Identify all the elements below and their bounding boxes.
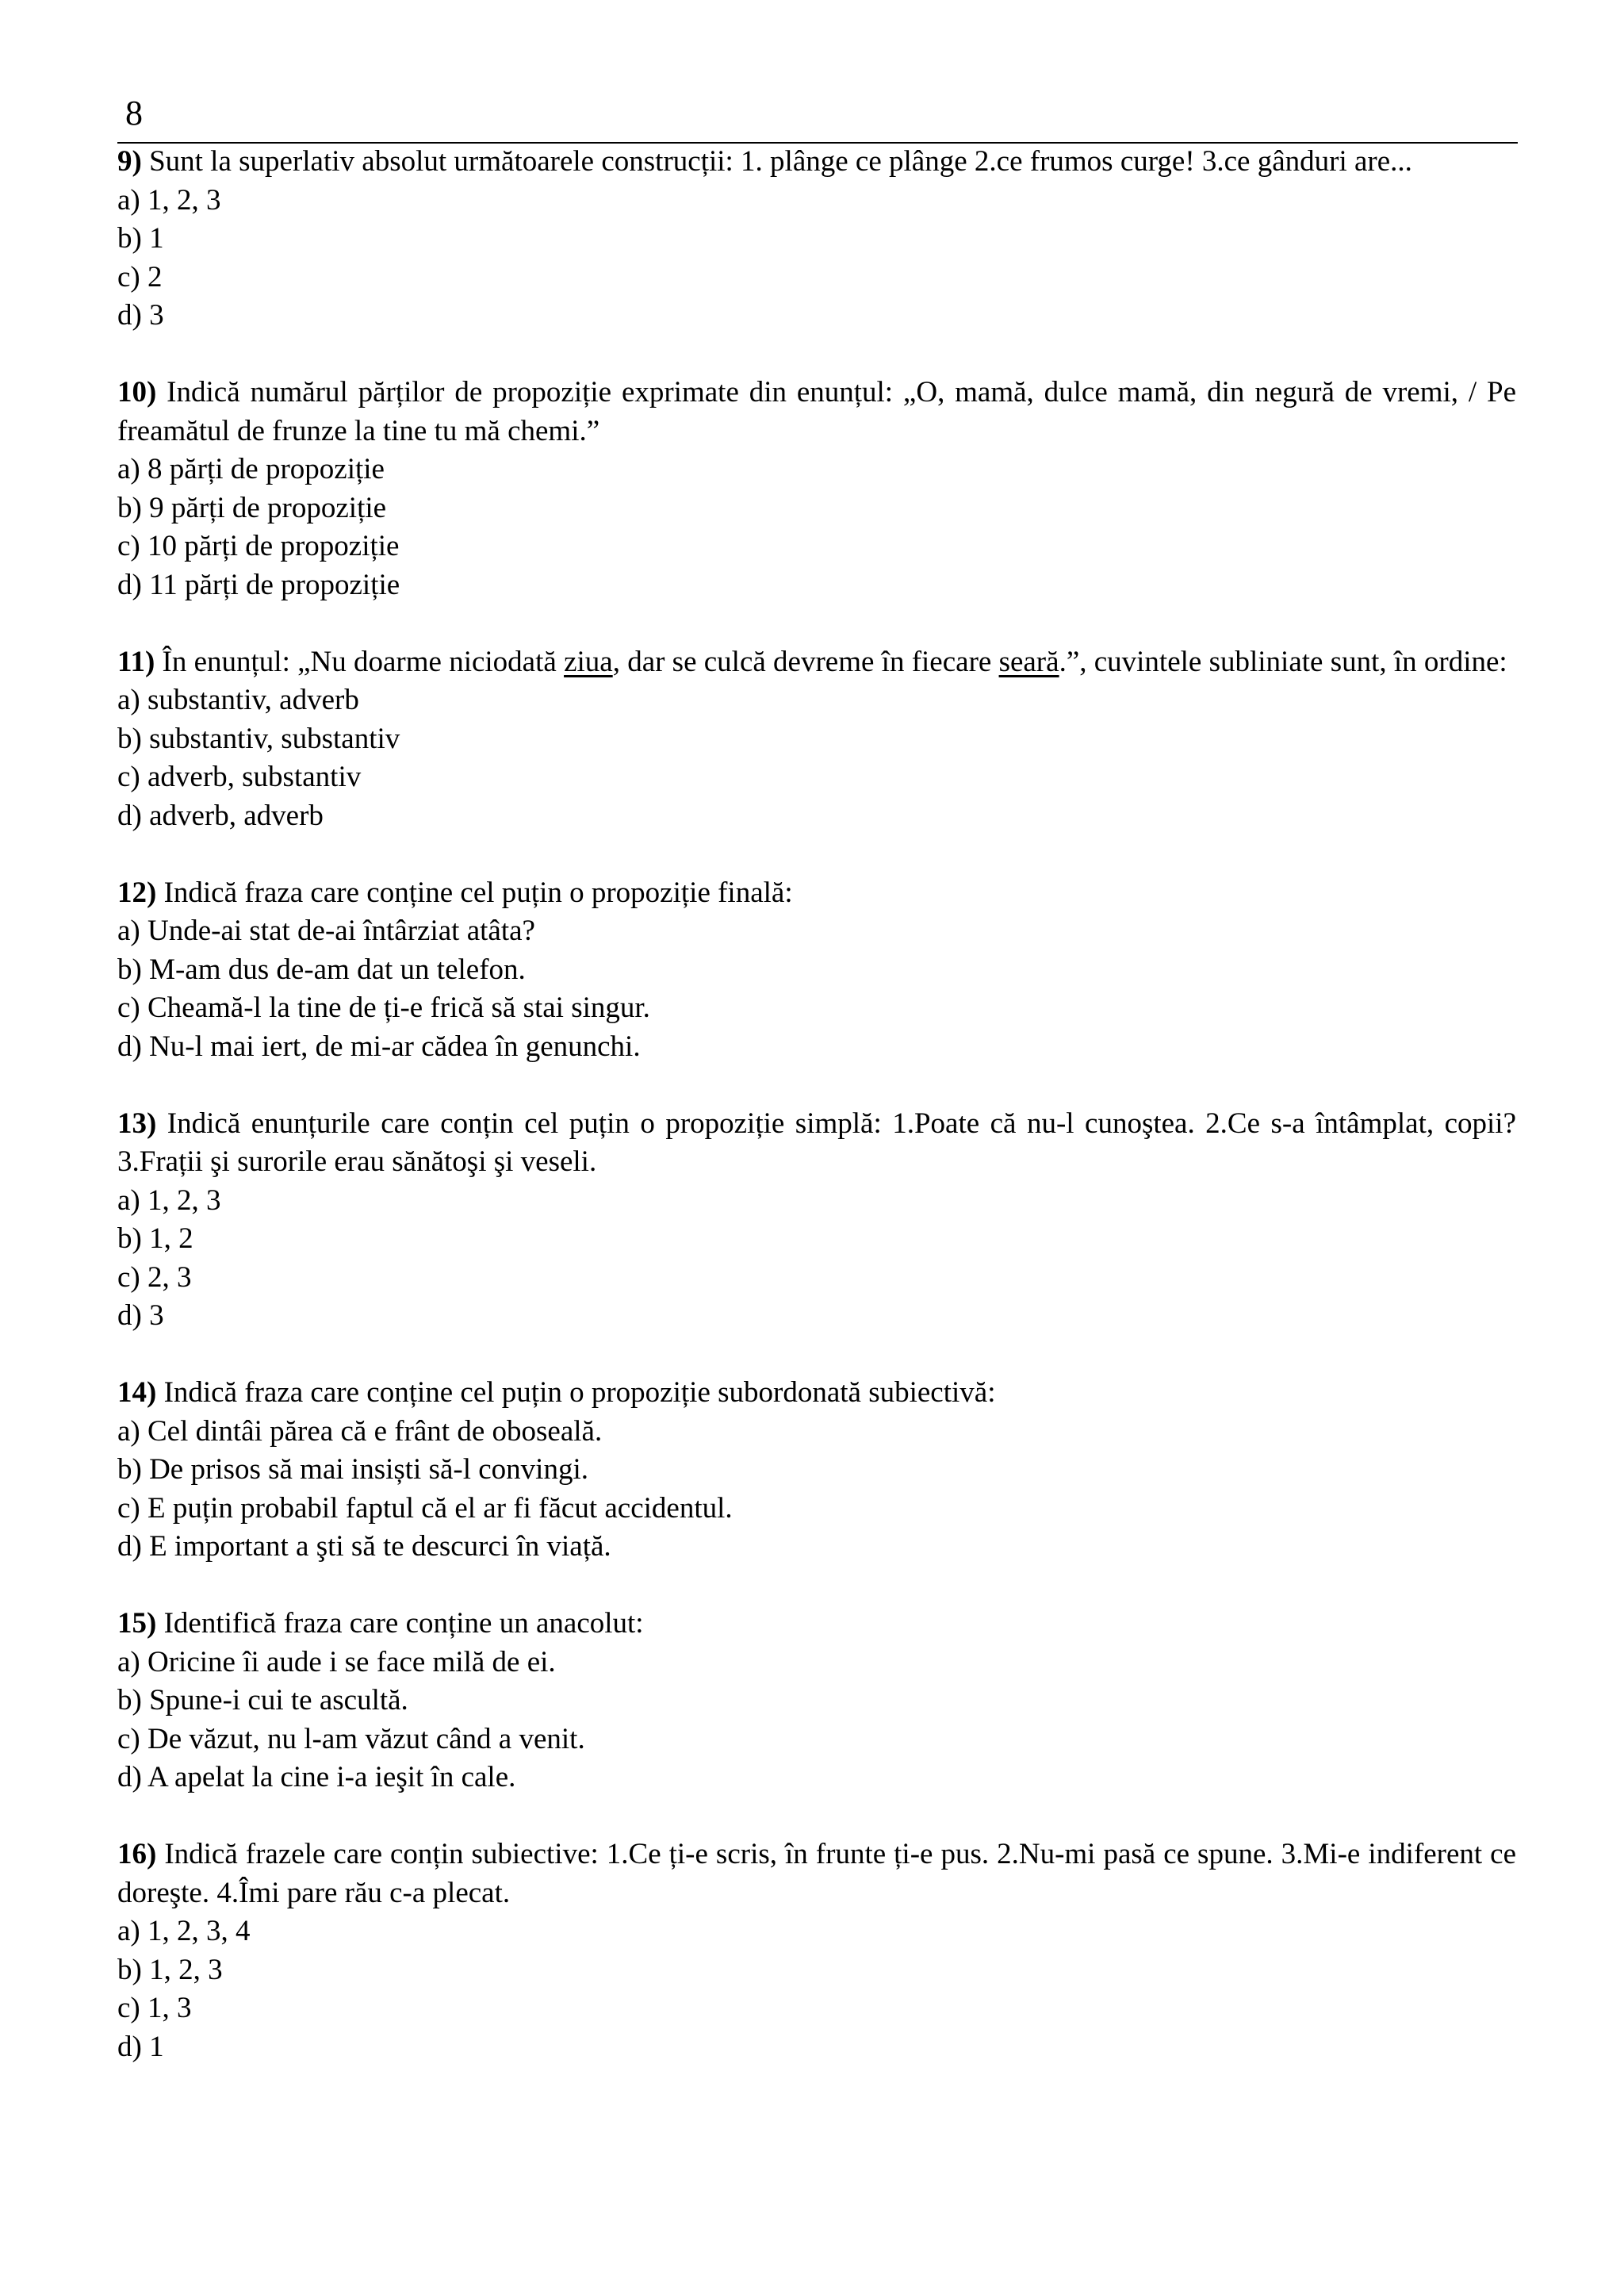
question-text: Indică enunțurile care conțin cel puțin o propoziție simplă: 1.Poate că nu-l cunoştea. 2.Ce s-a întâmplat, copii? 3.Frații şi surorile erau sănătoşi şi veseli.	[117, 1107, 1516, 1178]
question-stem	[117, 1605, 1516, 1644]
question-9	[117, 143, 1516, 336]
answer-option: d) 3	[117, 299, 164, 332]
page-number: 8	[125, 94, 143, 132]
question-text: Indică numărul părților de propoziție exprimate din enunțul: „O, mamă, dulce mamă, din negură de vremi, / Pe freamătul de frunze la tine tu mă chemi.”	[117, 376, 1516, 447]
answer-option: b) substantiv, substantiv	[117, 722, 400, 755]
answer-option: a) 1, 2, 3, 4	[117, 1915, 251, 1947]
question-stem	[117, 1105, 1516, 1182]
answer-option: b) 1, 2, 3	[117, 1953, 223, 1986]
question-text: .”, cuvintele subliniate sunt, în ordine:	[1059, 645, 1507, 678]
answer-option: d) 11 părți de propoziție	[117, 568, 400, 601]
answer-option: b) 9 părți de propoziție	[117, 491, 387, 524]
answer-option: c) Cheamă-l la tine de ți-e frică să stai singur.	[117, 992, 650, 1024]
question-stem	[117, 1374, 1516, 1413]
answer-option: a) 8 părți de propoziție	[117, 453, 385, 485]
answer-option: c) 2	[117, 260, 163, 293]
answer-option: a) 1, 2, 3	[117, 1183, 221, 1217]
answer-option: a) Cel dintâi părea că e frânt de oboseală.	[117, 1414, 603, 1448]
question-text: , dar se culcă devreme în fiecare	[612, 645, 999, 678]
question-number: 12)	[117, 876, 157, 909]
answer-option: d) A apelat la cine i-a ieşit în cale.	[117, 1761, 516, 1793]
question-number: 14)	[117, 1376, 157, 1409]
question-stem	[117, 1835, 1516, 1912]
answer-option: b) M-am dus de-am dat un telefon.	[117, 953, 526, 986]
answer-option: d) 3	[117, 1299, 164, 1332]
question-text: Indică fraza care conține cel puțin o propoziție finală:	[156, 876, 793, 909]
question-text: Sunt la superlativ absolut următoarele construcții: 1. plânge ce plânge 2.ce frumos curge! 3.ce gânduri are...	[141, 145, 1412, 178]
question-11	[117, 643, 1516, 836]
question-13	[117, 1105, 1516, 1336]
question-text: În enunțul: „Nu doarme niciodată	[155, 645, 565, 678]
answer-option: b) 1, 2	[117, 1222, 193, 1255]
question-number: 9)	[117, 145, 142, 178]
answer-option: d) E important a şti să te descurci în viață.	[117, 1530, 611, 1563]
question-text: Identifică fraza care conține un anacolut:	[156, 1607, 644, 1640]
underlined-word: ziua	[564, 645, 613, 678]
question-number: 16)	[117, 1838, 157, 1870]
question-number: 13)	[117, 1107, 157, 1140]
question-number: 15)	[117, 1607, 157, 1640]
answer-option: c) E puțin probabil faptul că el ar fi făcut accidentul.	[117, 1491, 733, 1525]
answer-option: a) 1, 2, 3	[117, 183, 221, 217]
answer-option: a) Unde-ai stat de-ai întârziat atâta?	[117, 915, 535, 947]
answer-option: b) Spune-i cui te ascultă.	[117, 1684, 408, 1717]
answer-option: c) 2, 3	[117, 1260, 192, 1294]
answer-option: d) 1	[117, 2030, 164, 2063]
answer-option: c) adverb, substantiv	[117, 761, 362, 793]
question-text: Indică frazele care conțin subiective: 1.Ce ți-e scris, în frunte ți-e pus. 2.Nu-mi pasă ce spune. 3.Mi-e indiferent ce doreşte. 4.Îmi pare rău c-a plecat.	[117, 1838, 1516, 1909]
question-14	[117, 1374, 1516, 1567]
answer-option: c) 10 părți de propoziție	[117, 530, 400, 562]
question-number: 11)	[117, 645, 155, 678]
questions-list	[117, 143, 1516, 2105]
answer-option: d) adverb, adverb	[117, 799, 324, 832]
answer-option: b) De prisos să mai insiști să-l convingi.	[117, 1453, 588, 1486]
question-10	[117, 374, 1516, 604]
question-stem	[117, 643, 1516, 682]
question-stem	[117, 874, 1516, 913]
answer-option: b) 1	[117, 222, 164, 255]
question-16	[117, 1835, 1516, 2066]
answer-option: c) 1, 3	[117, 1992, 192, 2024]
answer-option: a) Oricine îi aude i se face milă de ei.	[117, 1645, 556, 1678]
answer-option: d) Nu-l mai iert, de mi-ar cădea în genunchi.	[117, 1030, 641, 1063]
question-stem	[117, 374, 1516, 451]
underlined-word: seară	[998, 645, 1059, 678]
question-number: 10)	[117, 376, 157, 409]
answer-option: c) De văzut, nu l-am văzut când a venit.	[117, 1722, 585, 1755]
question-stem	[117, 143, 1516, 182]
question-15	[117, 1605, 1516, 1797]
question-12	[117, 874, 1516, 1067]
answer-option: a) substantiv, adverb	[117, 684, 359, 716]
question-text: Indică fraza care conține cel puțin o propoziție subordonată subiectivă:	[156, 1376, 996, 1409]
